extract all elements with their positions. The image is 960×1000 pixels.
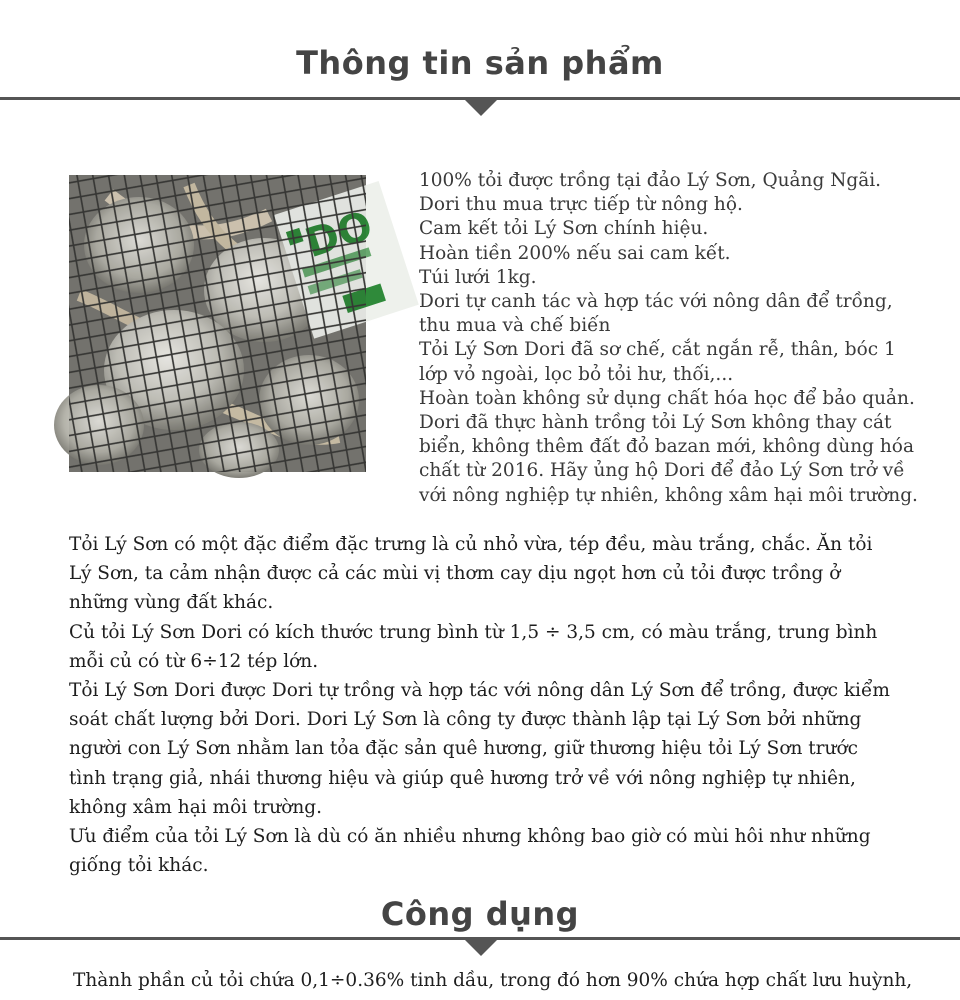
- highlight-item: Hoàn toàn không sử dụng chất hóa học để bảo quản.: [419, 387, 915, 409]
- highlight-item: Dori tự canh tác và hợp tác với nông dân để trồng, thu mua và chế biến: [419, 291, 893, 337]
- highlight-item: 100% tỏi được trồng tại đảo Lý Sơn, Quảng Ngãi. Dori thu mua trực tiếp từ nông hộ.: [419, 170, 882, 216]
- highlight-item: Cam kết tỏi Lý Sơn chính hiệu.: [419, 218, 709, 240]
- highlight-item: Tỏi Lý Sơn Dori đã sơ chế, cắt ngắn rễ, thân, bóc 1 lớp vỏ ngoài, lọc bỏ tỏi hư, thối,...: [419, 339, 896, 385]
- divider-arrow-icon: [465, 100, 497, 116]
- product-image: [69, 175, 366, 472]
- usage-title: Công dụng: [380, 895, 580, 933]
- product-highlights-list: [419, 169, 924, 508]
- highlight-item: Hoàn tiền 200% nếu sai cam kết.: [419, 242, 731, 264]
- product-info-header: [0, 43, 960, 83]
- description-paragraph: Củ tỏi Lý Sơn Dori có kích thước trung bình từ 1,5 ÷ 3,5 cm, có màu trắng, trung bình mỗi củ có từ 6÷12 tép lớn.: [69, 621, 878, 672]
- description-paragraph: Ưu điểm của tỏi Lý Sơn là dù có ăn nhiều nhưng không bao giờ có mùi hôi như những giống tỏi khác.: [69, 826, 871, 877]
- highlight-item: Dori đã thực hành trồng tỏi Lý Sơn không thay cát biển, không thêm đất đỏ bazan mới, không dùng hóa chất từ 2016. Hãy ủng hộ Dori để đảo Lý Sơn trở về với nông nghiệp tự nhiên, không xâm hại môi trường.: [419, 412, 918, 506]
- usage-header: [0, 894, 960, 934]
- description-paragraph: Tỏi Lý Sơn Dori được Dori tự trồng và hợp tác với nông dân Lý Sơn để trồng, được kiểm soát chất lượng bởi Dori. Dori Lý Sơn là công ty được thành lập tại Lý Sơn bởi những người con Lý Sơn nhằm lan tỏa đặc sản quê hương, giữ thương hiệu tỏi Lý Sơn trước tình trạng giả, nhái thương hiệu và giúp quê hương trở về với nông nghiệp tự nhiên, không xâm hại môi trường.: [69, 680, 890, 818]
- product-info-title: Thông tin sản phẩm: [296, 44, 664, 82]
- highlight-item: Túi lưới 1kg.: [419, 266, 537, 288]
- divider-arrow-icon: [465, 940, 497, 956]
- product-description: [69, 530, 899, 880]
- usage-paragraph: Thành phần củ tỏi chứa 0,1÷0.36% tinh dầu, trong đó hơn 90% chứa hợp chất lưu huỳnh,: [73, 970, 913, 991]
- description-paragraph: Tỏi Lý Sơn có một đặc điểm đặc trưng là củ nhỏ vừa, tép đều, màu trắng, chắc. Ăn tỏi Lý Sơn, ta cảm nhận được cả các mùi vị thơm cay dịu ngọt hơn củ tỏi được trồng ở những vùng đất khác.: [69, 534, 873, 614]
